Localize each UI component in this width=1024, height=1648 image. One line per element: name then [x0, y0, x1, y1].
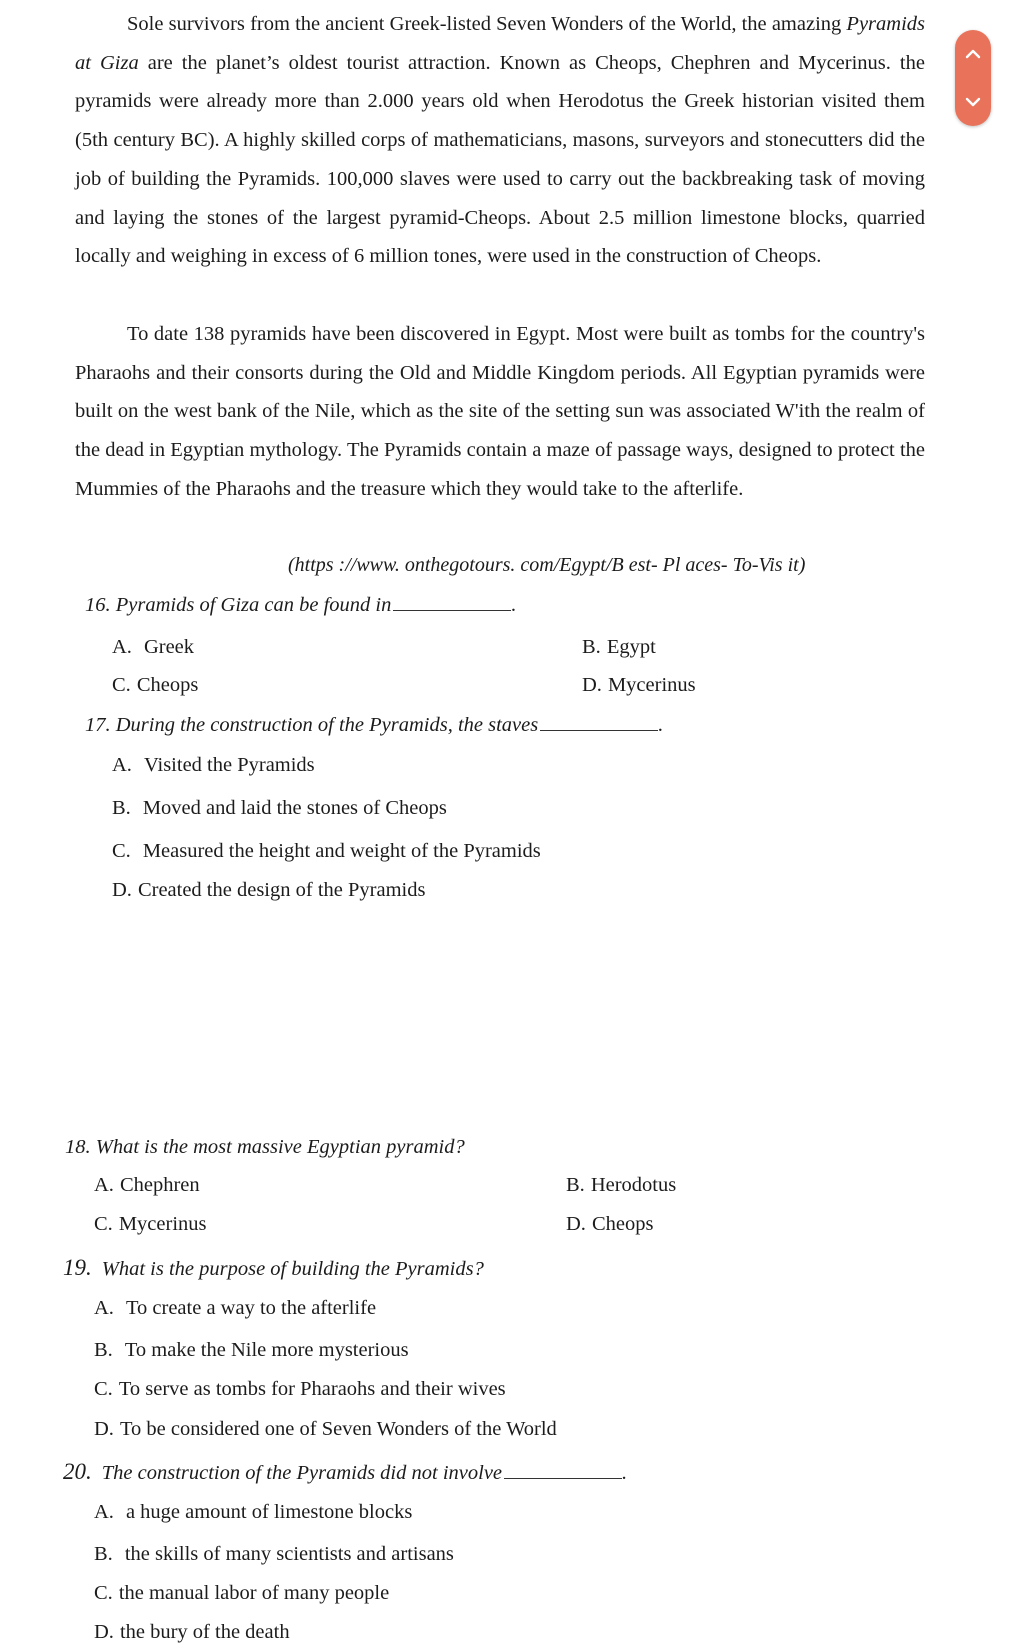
- option-letter: C.: [94, 1582, 113, 1604]
- q17-option-d[interactable]: [112, 879, 425, 902]
- scroll-down-button[interactable]: [958, 82, 988, 122]
- option-letter: D.: [112, 879, 132, 901]
- option-text: Greek: [143, 636, 195, 658]
- q16-end: .: [511, 594, 517, 616]
- option-text: Egypt: [606, 636, 656, 658]
- q16-stem-text: 16. Pyramids of Giza can be found in: [85, 594, 392, 616]
- q19-option-c[interactable]: [94, 1378, 506, 1401]
- q20-option-a[interactable]: [94, 1501, 412, 1524]
- option-letter: A.: [112, 636, 132, 658]
- option-letter: C.: [112, 674, 131, 696]
- q17-option-c[interactable]: [112, 840, 541, 863]
- p2-text: To date 138 pyramids have been discovered in Egypt. Most were built as tombs for the country's Pharaohs and their consorts during the Old and Middle Kingdom periods. All Egyptian pyramids were built on the west bank of the Nile, which as the site of the setting sun was associated W'ith the realm of the dead in Egyptian mythology. The Pyramids contain a maze of passage ways, designed to protect the Mummies of the Pharaohs and the treasure which they would take to the afterlife.: [75, 323, 925, 500]
- option-text: To create a way to the afterlife: [125, 1297, 377, 1319]
- option-text: To be considered one of Seven Wonders of the World: [119, 1418, 557, 1440]
- option-text: the skills of many scientists and artisans: [124, 1543, 454, 1565]
- answer-blank: [504, 1478, 622, 1479]
- passage-paragraph-1: [75, 5, 925, 276]
- option-text: the manual labor of many people: [118, 1582, 390, 1604]
- option-letter: C.: [94, 1378, 113, 1400]
- option-text: Mycerinus: [118, 1213, 207, 1235]
- chevron-up-icon: [965, 49, 981, 59]
- option-text: Moved and laid the stones of Cheops: [142, 797, 447, 819]
- source-citation: (https ://www. onthegotours. com/Egypt/B est- Pl aces- To-Vis it): [288, 554, 806, 576]
- option-letter: C.: [94, 1213, 113, 1235]
- option-text: To make the Nile more mysterious: [124, 1339, 409, 1361]
- question-18-stem: [65, 1136, 465, 1159]
- option-text: Herodotus: [590, 1174, 677, 1196]
- q17-end: .: [658, 714, 664, 736]
- q20-stem-text: The construction of the Pyramids did not involve: [101, 1462, 503, 1484]
- q19-stem-text: What is the purpose of building the Pyramids?: [101, 1258, 484, 1280]
- q18-option-c[interactable]: [94, 1213, 207, 1236]
- answer-blank: [540, 730, 658, 731]
- q16-option-a[interactable]: [112, 636, 194, 659]
- q18-option-a[interactable]: [94, 1174, 200, 1197]
- p1-suffix: are the planet’s oldest tourist attraction. Known as Cheops, Chephren and Mycerinus. the pyramids were already more than 2.000 years old when Herodotus the Greek historian visited them (5th century BC). A highly skilled corps of mathematicians, masons, surveyors and stonecutters did the job of building the Pyramids. 100,000 slaves were used to carry out the backbreaking task of moving and laying the stones of the largest pyramid-Cheops. About 2.5 million limestone blocks, quarried locally and weighing in excess of 6 million tones, were used in the construction of Cheops.: [75, 51, 925, 268]
- q16-option-d[interactable]: [582, 674, 696, 697]
- option-text: Cheops: [136, 674, 199, 696]
- option-text: Measured the height and weight of the Pyramids: [142, 840, 541, 862]
- question-20-stem: [63, 1459, 627, 1485]
- p1-prefix: Sole survivors from the ancient Greek-listed Seven Wonders of the World, the amazing: [127, 13, 847, 35]
- q19-option-d[interactable]: [94, 1418, 557, 1441]
- question-16-stem: [85, 594, 516, 617]
- option-letter: B.: [94, 1339, 113, 1361]
- q17-stem-text: 17. During the construction of the Pyramids, the staves: [85, 714, 539, 736]
- option-letter: D.: [94, 1418, 114, 1440]
- option-letter: A.: [94, 1297, 114, 1319]
- question-19-stem: [63, 1255, 484, 1281]
- q18-stem-text: 18. What is the most massive Egyptian pyramid?: [65, 1136, 465, 1158]
- option-text: Created the design of the Pyramids: [137, 879, 426, 901]
- option-letter: D.: [566, 1213, 586, 1235]
- answer-blank: [393, 610, 511, 611]
- q20-option-d[interactable]: [94, 1621, 290, 1644]
- q17-option-a[interactable]: [112, 754, 315, 777]
- option-text: a huge amount of limestone blocks: [125, 1501, 413, 1523]
- option-letter: B.: [566, 1174, 585, 1196]
- q19-option-a[interactable]: [94, 1297, 376, 1320]
- q18-option-b[interactable]: [566, 1174, 676, 1197]
- option-letter: A.: [94, 1501, 114, 1523]
- option-letter: B.: [94, 1543, 113, 1565]
- chevron-down-icon: [965, 97, 981, 107]
- option-letter: D.: [94, 1621, 114, 1643]
- scroll-navigation-widget: [955, 30, 991, 126]
- option-text: Visited the Pyramids: [143, 754, 315, 776]
- option-text: To serve as tombs for Pharaohs and their wives: [118, 1378, 506, 1400]
- option-letter: A.: [94, 1174, 114, 1196]
- passage-paragraph-2: [75, 315, 925, 509]
- q19-option-b[interactable]: [94, 1339, 409, 1362]
- option-text: Chephren: [119, 1174, 200, 1196]
- q20-option-c[interactable]: [94, 1582, 389, 1605]
- option-letter: B.: [112, 797, 131, 819]
- q20-end: .: [622, 1462, 628, 1484]
- option-letter: D.: [582, 674, 602, 696]
- q17-option-b[interactable]: [112, 797, 447, 820]
- q16-option-b[interactable]: [582, 636, 656, 659]
- q20-number: 20.: [63, 1459, 92, 1484]
- p1-italic: Pyramids at Giza: [75, 13, 925, 74]
- option-text: Cheops: [591, 1213, 654, 1235]
- q18-option-d[interactable]: [566, 1213, 653, 1236]
- option-text: the bury of the death: [119, 1621, 290, 1643]
- q16-option-c[interactable]: [112, 674, 198, 697]
- option-letter: A.: [112, 754, 132, 776]
- scroll-up-button[interactable]: [958, 34, 988, 74]
- option-letter: B.: [582, 636, 601, 658]
- option-text: Mycerinus: [607, 674, 696, 696]
- option-letter: C.: [112, 840, 131, 862]
- q19-number: 19.: [63, 1255, 92, 1280]
- question-17-stem: [85, 714, 663, 737]
- q20-option-b[interactable]: [94, 1543, 454, 1566]
